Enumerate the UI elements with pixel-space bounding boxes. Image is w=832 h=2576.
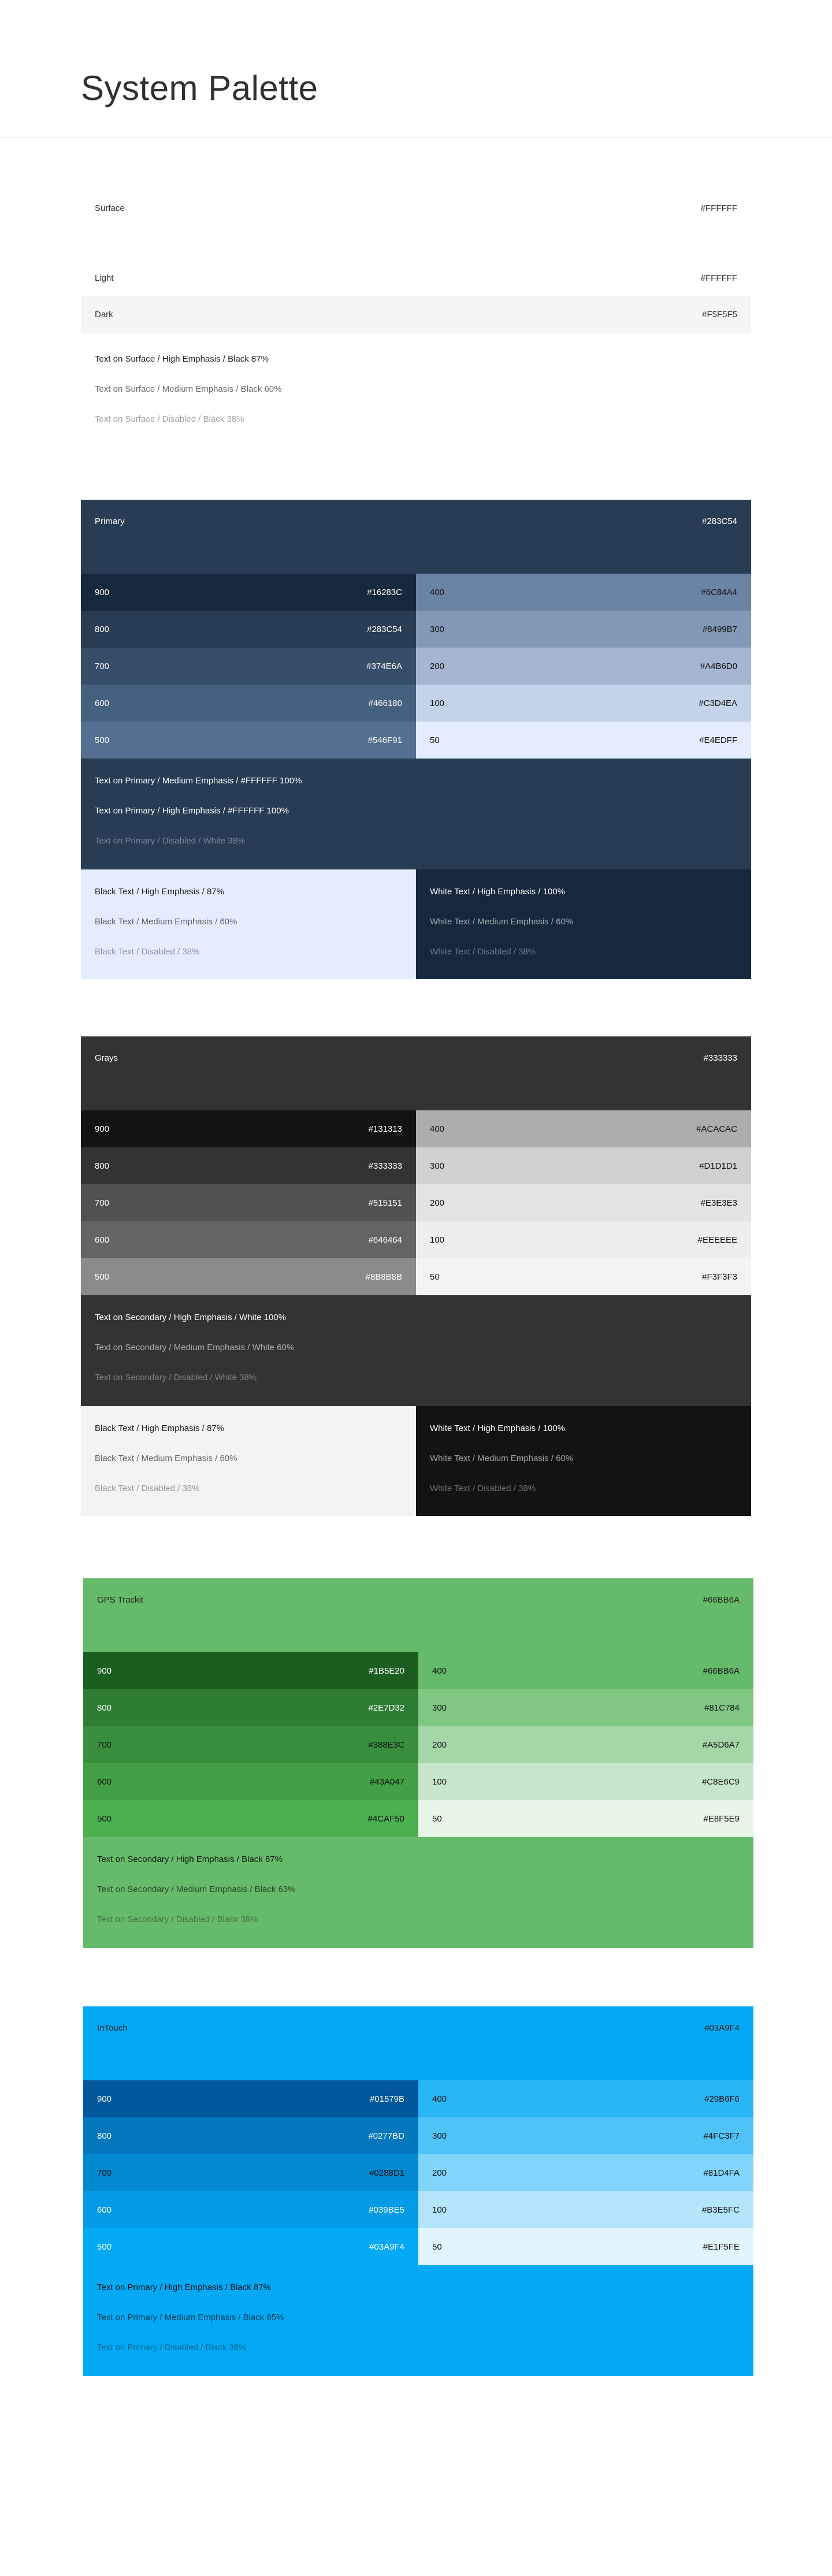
grays-900 xyxy=(81,1110,416,1147)
primary-600 xyxy=(81,685,416,722)
primary-50 xyxy=(416,722,751,759)
primary-900 xyxy=(81,574,416,611)
swatch-hex: #8499B7 xyxy=(702,624,737,634)
swatch-label: 900 xyxy=(97,1666,112,1676)
swatch-hex: #283C54 xyxy=(367,624,402,634)
swatch-label: 200 xyxy=(430,661,445,671)
primary-200 xyxy=(416,648,751,685)
swatch-label: 400 xyxy=(430,587,445,597)
swatch-hex: #D1D1D1 xyxy=(699,1161,737,1171)
swatch-label: Grays xyxy=(95,1053,118,1063)
primary-text-1: Text on Primary / Medium Emphasis / #FFFFFF 100% xyxy=(95,776,302,786)
black-text-disabled: Black Text / Disabled / 38% xyxy=(95,947,200,957)
intouch-text-high: Text on Primary / High Emphasis / Black 87% xyxy=(97,2283,271,2292)
grays-600 xyxy=(81,1221,416,1258)
grays-200 xyxy=(416,1184,751,1221)
swatch-hex: #333333 xyxy=(703,1053,737,1063)
swatch-label: 100 xyxy=(430,1235,445,1245)
intouch-text-medium: Text on Primary / Medium Emphasis / Black 65% xyxy=(97,2313,284,2322)
swatch-label: 50 xyxy=(430,1272,440,1282)
black-text-medium: Black Text / Medium Emphasis / 60% xyxy=(95,1454,237,1463)
black-text-medium: Black Text / Medium Emphasis / 60% xyxy=(95,917,237,927)
swatch-label: 500 xyxy=(97,1813,112,1824)
swatch-hex: #F3F3F3 xyxy=(702,1272,737,1282)
swatch-hex: #131313 xyxy=(368,1124,402,1134)
gps-300 xyxy=(418,1689,753,1726)
surface-text-disabled: Text on Surface / Disabled / Black 38% xyxy=(95,414,244,424)
swatch-hex: #333333 xyxy=(368,1161,402,1171)
swatch-label: 200 xyxy=(432,2168,447,2178)
swatch-hex: #ACACAC xyxy=(696,1124,737,1134)
swatch-label: Primary xyxy=(95,516,125,526)
black-text-disabled: Black Text / Disabled / 38% xyxy=(95,1484,200,1493)
swatch-label: 100 xyxy=(432,1776,447,1787)
surface-text-high: Text on Surface / High Emphasis / Black 87% xyxy=(95,354,269,364)
swatch-hex: #466180 xyxy=(368,698,402,708)
swatch-hex: #1B5E20 xyxy=(369,1666,404,1676)
gps-400 xyxy=(418,1652,753,1689)
swatch-label: 900 xyxy=(95,587,110,597)
swatch-hex: #EEEEEE xyxy=(697,1235,737,1245)
swatch-hex: #C3D4EA xyxy=(699,698,737,708)
swatch-hex: #646464 xyxy=(368,1235,402,1245)
swatch-hex: #A5D6A7 xyxy=(702,1739,740,1750)
swatch-label: 300 xyxy=(430,624,445,634)
primary-header xyxy=(81,511,751,531)
swatch-hex: #C8E6C9 xyxy=(701,1776,740,1787)
swatch-hex: #0277BD xyxy=(368,2131,404,2141)
primary-100 xyxy=(416,685,751,722)
swatch-label: Dark xyxy=(95,310,113,319)
swatch-label: 800 xyxy=(95,624,110,634)
swatch-hex: #546F91 xyxy=(367,735,402,745)
swatch-hex: #B3E5FC xyxy=(701,2205,740,2215)
swatch-label: 100 xyxy=(430,698,445,708)
swatch-hex: #4CAF50 xyxy=(367,1813,404,1824)
page-title: System Palette xyxy=(81,69,318,107)
swatch-label: 200 xyxy=(430,1198,445,1208)
gps-700 xyxy=(83,1726,418,1763)
white-text-medium: White Text / Medium Emphasis / 60% xyxy=(430,917,574,927)
swatch-hex: #FFFFFF xyxy=(700,273,737,283)
swatch-hex: #388E3C xyxy=(368,1739,404,1750)
primary-700 xyxy=(81,648,416,685)
swatch-label: 100 xyxy=(432,2205,447,2215)
intouch-800 xyxy=(83,2117,418,2154)
white-text-disabled: White Text / Disabled / 38% xyxy=(430,947,536,957)
surface-dark-row xyxy=(81,296,751,333)
swatch-label: 700 xyxy=(95,661,110,671)
surface-text-medium: Text on Surface / Medium Emphasis / Black 60% xyxy=(95,384,282,394)
swatch-label: 700 xyxy=(97,1739,112,1750)
intouch-300 xyxy=(418,2117,753,2154)
swatch-hex: #01579B xyxy=(369,2094,404,2104)
swatch-label: 700 xyxy=(97,2168,112,2178)
gps-800 xyxy=(83,1689,418,1726)
swatch-hex: #283C54 xyxy=(702,516,737,526)
white-text-high: White Text / High Emphasis / 100% xyxy=(430,1423,565,1433)
grays-header xyxy=(81,1048,751,1068)
swatch-label: Surface xyxy=(95,203,125,213)
intouch-text-disabled: Text on Primary / Disabled / Black 38% xyxy=(97,2343,247,2352)
black-text-high: Black Text / High Emphasis / 87% xyxy=(95,887,224,897)
intouch-50 xyxy=(418,2228,753,2265)
swatch-label: 900 xyxy=(97,2094,112,2104)
intouch-700 xyxy=(83,2154,418,2191)
grays-400 xyxy=(416,1110,751,1147)
primary-800 xyxy=(81,611,416,648)
white-text-medium: White Text / Medium Emphasis / 60% xyxy=(430,1454,574,1463)
swatch-label: 600 xyxy=(95,1235,110,1245)
swatch-hex: #03A9F4 xyxy=(369,2242,404,2252)
surface-light-row xyxy=(81,260,751,296)
swatch-hex: #A4B6D0 xyxy=(700,661,737,671)
grays-700 xyxy=(81,1184,416,1221)
gps-200 xyxy=(418,1726,753,1763)
gps-text-high: Text on Secondary / High Emphasis / Black 87% xyxy=(97,1854,283,1864)
gps-50 xyxy=(418,1800,753,1837)
swatch-hex: #2E7D32 xyxy=(368,1703,404,1713)
swatch-hex: #039BE5 xyxy=(369,2205,404,2215)
swatch-label: 800 xyxy=(97,1703,112,1713)
grays-500 xyxy=(81,1258,416,1295)
swatch-hex: #F5F5F5 xyxy=(702,310,737,319)
swatch-hex: #515151 xyxy=(368,1198,402,1208)
primary-text-2: Text on Primary / High Emphasis / #FFFFFF 100% xyxy=(95,806,289,816)
primary-400 xyxy=(416,574,751,611)
swatch-hex: #81D4FA xyxy=(703,2168,740,2178)
primary-300 xyxy=(416,611,751,648)
swatch-label: 500 xyxy=(95,735,110,745)
swatch-hex: #43A047 xyxy=(369,1776,404,1787)
swatch-hex: #66BB6A xyxy=(703,1666,740,1676)
gps-text-medium: Text on Secondary / Medium Emphasis / Black 63% xyxy=(97,1884,296,1894)
swatch-hex: #16283C xyxy=(367,587,402,597)
swatch-hex: #FFFFFF xyxy=(700,203,737,213)
swatch-label: 50 xyxy=(432,1813,442,1824)
swatch-label: 900 xyxy=(95,1124,110,1134)
intouch-500 xyxy=(83,2228,418,2265)
swatch-label: 600 xyxy=(97,2205,112,2215)
swatch-label: 300 xyxy=(432,1703,447,1713)
swatch-label: 500 xyxy=(97,2242,112,2252)
swatch-label: 600 xyxy=(97,1776,112,1787)
swatch-label: 50 xyxy=(432,2242,442,2252)
swatch-label: 400 xyxy=(432,2094,447,2104)
swatch-label: 700 xyxy=(95,1198,110,1208)
swatch-hex: #6C84A4 xyxy=(701,587,737,597)
intouch-400 xyxy=(418,2080,753,2117)
gps-text-disabled: Text on Secondary / Disabled / Black 38% xyxy=(97,1915,258,1924)
swatch-hex: #0288D1 xyxy=(369,2168,404,2178)
swatch-label: Light xyxy=(95,273,114,283)
gps-600 xyxy=(83,1763,418,1800)
gps-900 xyxy=(83,1652,418,1689)
intouch-header xyxy=(83,2018,753,2038)
swatch-label: InTouch xyxy=(97,2023,128,2033)
swatch-hex: #E4EDFF xyxy=(699,735,737,745)
grays-800 xyxy=(81,1147,416,1184)
swatch-label: 50 xyxy=(430,735,440,745)
swatch-hex: #03A9F4 xyxy=(704,2023,740,2033)
swatch-hex: #66BB6A xyxy=(703,1595,740,1605)
swatch-hex: #8B8B8B xyxy=(365,1272,402,1282)
grays-100 xyxy=(416,1221,751,1258)
grays-text-medium: Text on Secondary / Medium Emphasis / White 60% xyxy=(95,1343,295,1352)
grays-50 xyxy=(416,1258,751,1295)
swatch-hex: #E3E3E3 xyxy=(700,1198,737,1208)
swatch-hex: #4FC3F7 xyxy=(703,2131,740,2141)
grays-300 xyxy=(416,1147,751,1184)
swatch-label: 800 xyxy=(97,2131,112,2141)
primary-text-disabled: Text on Primary / Disabled / White 38% xyxy=(95,836,246,846)
swatch-label: 600 xyxy=(95,698,110,708)
intouch-900 xyxy=(83,2080,418,2117)
intouch-100 xyxy=(418,2191,753,2228)
gps-100 xyxy=(418,1763,753,1800)
gps-header xyxy=(83,1590,753,1610)
swatch-label: 400 xyxy=(430,1124,445,1134)
gps-500 xyxy=(83,1800,418,1837)
surface-header xyxy=(81,196,751,220)
swatch-label: 300 xyxy=(432,2131,447,2141)
swatch-hex: #E8F5E9 xyxy=(703,1813,740,1824)
white-text-high: White Text / High Emphasis / 100% xyxy=(430,887,565,897)
swatch-hex: #374E6A xyxy=(366,661,402,671)
grays-text-disabled: Text on Secondary / Disabled / White 38% xyxy=(95,1373,257,1382)
primary-500 xyxy=(81,722,416,759)
swatch-label: GPS Trackit xyxy=(97,1595,144,1605)
white-text-disabled: White Text / Disabled / 38% xyxy=(430,1484,536,1493)
swatch-hex: #29B6F6 xyxy=(704,2094,740,2104)
swatch-hex: #E1F5FE xyxy=(703,2242,740,2252)
swatch-label: 400 xyxy=(432,1666,447,1676)
black-text-high: Black Text / High Emphasis / 87% xyxy=(95,1423,224,1433)
grays-text-high: Text on Secondary / High Emphasis / White 100% xyxy=(95,1313,286,1322)
swatch-label: 200 xyxy=(432,1739,447,1750)
intouch-600 xyxy=(83,2191,418,2228)
intouch-200 xyxy=(418,2154,753,2191)
swatch-label: 800 xyxy=(95,1161,110,1171)
swatch-label: 300 xyxy=(430,1161,445,1171)
swatch-label: 500 xyxy=(95,1272,110,1282)
swatch-hex: #81C784 xyxy=(704,1703,740,1713)
